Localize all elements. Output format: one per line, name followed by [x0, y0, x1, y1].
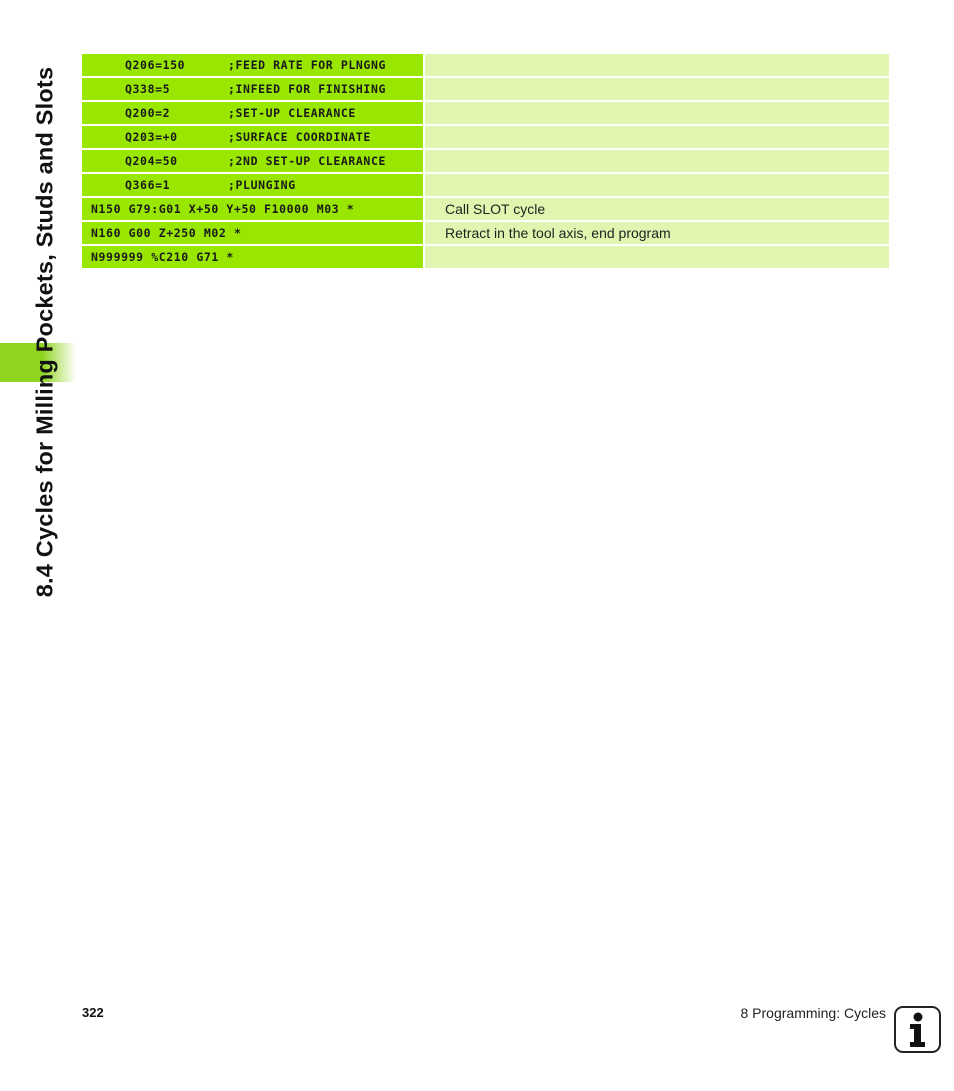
- table-row: [82, 78, 889, 100]
- param-comment: ;SURFACE COORDINATE: [228, 130, 371, 144]
- param-code: Q200=2: [125, 106, 171, 120]
- desc-cell: [425, 246, 889, 268]
- param-comment: ;PLUNGING: [228, 178, 296, 192]
- code-cell: [82, 150, 423, 172]
- code-cell: N160 G00 Z+250 M02 *: [82, 222, 423, 244]
- param-comment: ;INFEED FOR FINISHING: [228, 82, 386, 96]
- param-comment: ;SET-UP CLEARANCE: [228, 106, 356, 120]
- table-row: [82, 246, 889, 268]
- desc-cell: [425, 102, 889, 124]
- section-title-vertical: 8.4 Cycles for Milling Pockets, Studs and Slots: [31, 66, 58, 598]
- desc-cell: Retract in the tool axis, end program: [425, 222, 889, 244]
- table-row: [82, 198, 889, 220]
- table-row: [82, 102, 889, 124]
- program-table: [82, 54, 889, 270]
- code-cell: [82, 126, 423, 148]
- desc-cell: [425, 78, 889, 100]
- param-code: Q204=50: [125, 154, 178, 168]
- code-cell: [82, 174, 423, 196]
- table-row: [82, 222, 889, 244]
- code-cell: [82, 78, 423, 100]
- param-code: Q366=1: [125, 178, 171, 192]
- chapter-footer: 8 Programming: Cycles: [740, 1005, 886, 1021]
- table-row: [82, 126, 889, 148]
- param-comment: ;FEED RATE FOR PLNGNG: [228, 58, 386, 72]
- code-cell: [82, 102, 423, 124]
- table-row: [82, 174, 889, 196]
- param-comment: ;2ND SET-UP CLEARANCE: [228, 154, 386, 168]
- param-code: Q338=5: [125, 82, 171, 96]
- param-code: Q206=150: [125, 58, 186, 72]
- desc-cell: [425, 54, 889, 76]
- desc-cell: [425, 174, 889, 196]
- code-cell: N150 G79:G01 X+50 Y+50 F10000 M03 *: [82, 198, 423, 220]
- table-row: [82, 54, 889, 76]
- page-number: 322: [82, 1005, 104, 1020]
- table-row: [82, 150, 889, 172]
- param-code: Q203=+0: [125, 130, 178, 144]
- desc-cell: [425, 126, 889, 148]
- desc-cell: Call SLOT cycle: [425, 198, 889, 220]
- code-cell: [82, 54, 423, 76]
- code-cell: N999999 %C210 G71 *: [82, 246, 423, 268]
- desc-cell: [425, 150, 889, 172]
- info-icon: [894, 1006, 941, 1053]
